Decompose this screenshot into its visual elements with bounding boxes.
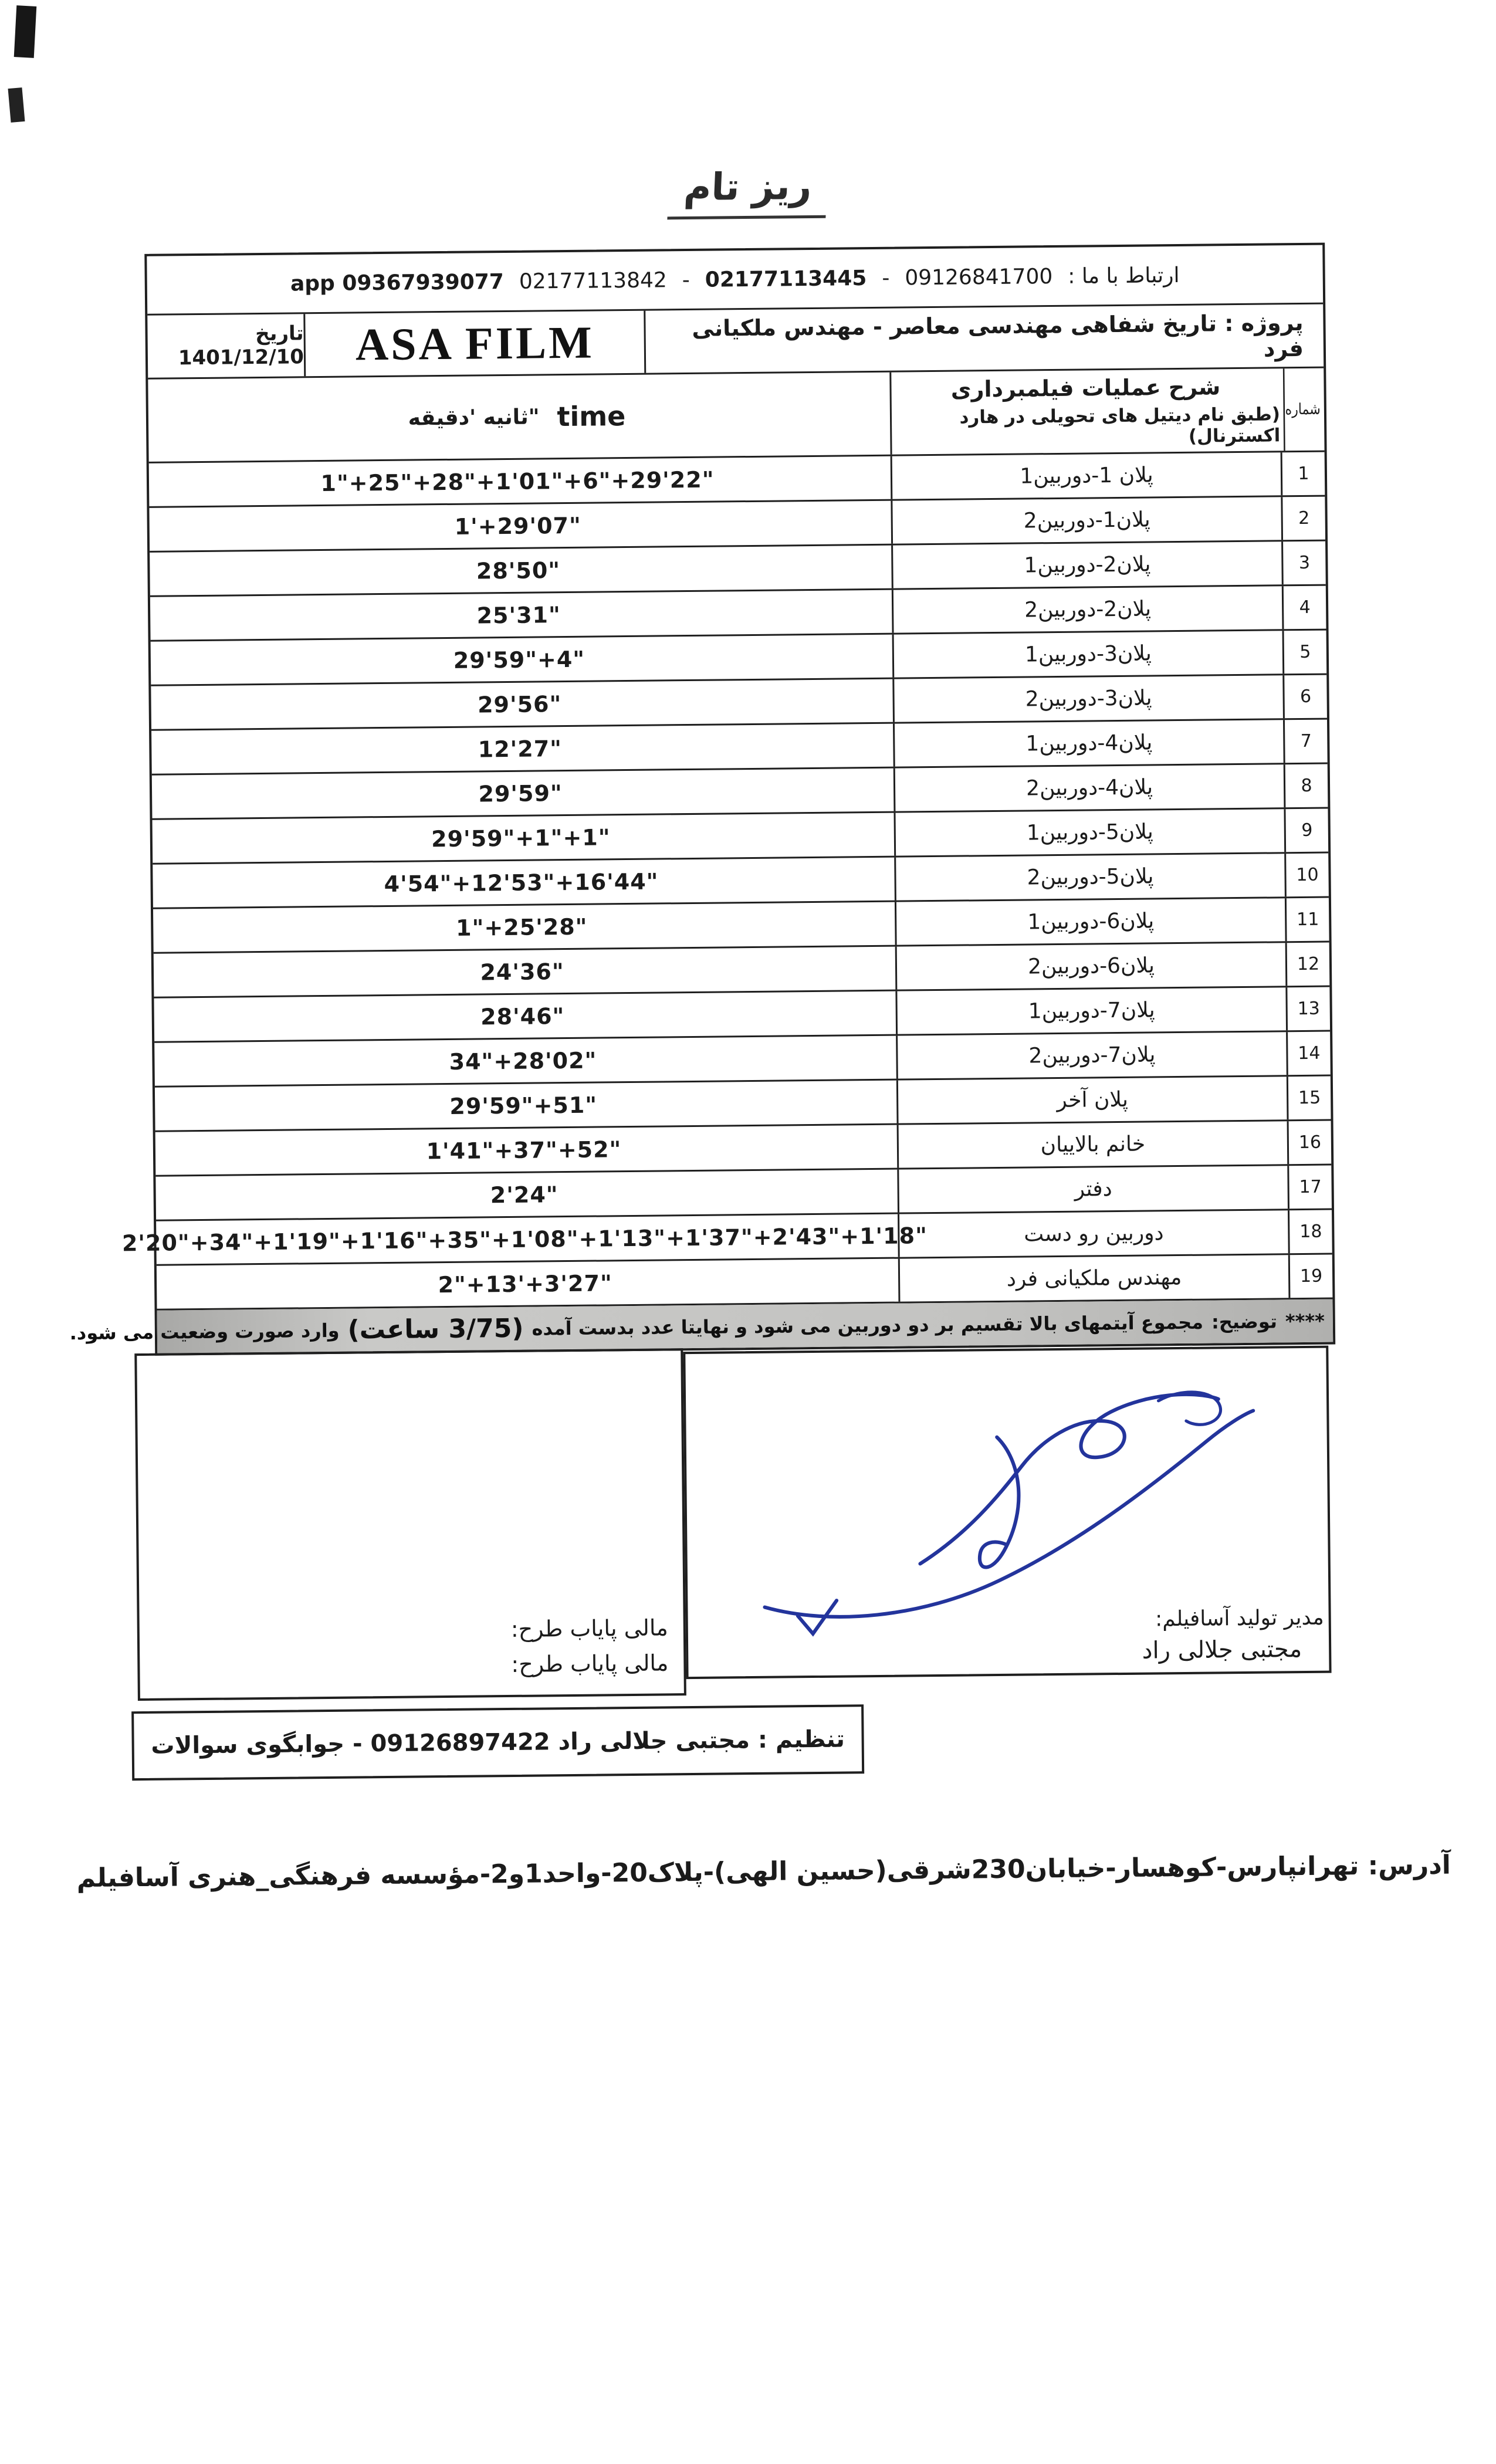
main-table	[69, 243, 1335, 1356]
row-time: 1"+25'28"	[455, 913, 588, 941]
row-number: 13	[1285, 987, 1330, 1031]
producer-name: مجتبی جلالی راد	[1142, 1636, 1302, 1664]
row-description: مهندس ملکیانی فرد	[898, 1255, 1289, 1301]
row-description: پلان6-دوربین2	[895, 943, 1286, 989]
row-number: 7	[1283, 720, 1328, 763]
row-description: پلان1-دوربین2	[891, 497, 1281, 543]
date-field: تاریخ 1401/12/10	[178, 321, 304, 370]
row-time: 29'59"+1"+1"	[431, 824, 611, 852]
row-description: پلان3-دوربین2	[892, 675, 1283, 722]
row-description: پلان2-دوربین2	[892, 586, 1282, 632]
producer-sign-text	[1139, 1606, 1324, 1664]
row-number: 18	[1288, 1210, 1332, 1254]
document-title-wrap	[0, 0, 1496, 226]
row-time: 4'54"+12'53"+16'44"	[384, 868, 659, 897]
row-time: 28'50"	[476, 557, 561, 584]
finance-sign-box	[134, 1348, 686, 1701]
project-row	[147, 304, 1324, 380]
row-time: 34"+28'02"	[449, 1047, 597, 1075]
row-time: 29'59"+4"	[453, 646, 585, 673]
row-number: 15	[1287, 1077, 1331, 1120]
dash-separator: -	[682, 268, 690, 292]
prepared-by-box: تنظیم : مجتبی جلالی راد 09126897422 - جوابگوی سوالات	[131, 1704, 864, 1781]
row-description: پلان4-دوربین1	[893, 720, 1284, 766]
row-time: 1'41"+37"+52"	[426, 1136, 622, 1164]
row-number: 14	[1286, 1032, 1331, 1075]
row-time: 24'36"	[480, 958, 564, 985]
row-number: 9	[1284, 809, 1328, 852]
producer-sign-box	[683, 1346, 1331, 1680]
project-title: پروژه : تاریخ شفاهی مهندسی معاصر - مهندس ملکیانی فرد	[644, 304, 1324, 373]
row-number: 4	[1282, 586, 1326, 629]
row-time: 29'56"	[477, 691, 562, 717]
address-line: آدرس: تهرانپارس-کوهسار-خیابان230شرقی(حسین الهی)-پلاک20-واحد1و2-مؤسسه فرهنگی_هنری آسافیلم	[76, 1850, 1451, 1894]
note-text-before: مجموع آیتمهای بالا تقسیم بر دو دوربین می شود و نهایتا عدد بدست آمده	[532, 1311, 1204, 1340]
row-time: 29'59"	[478, 780, 563, 807]
row-number: 2	[1281, 497, 1325, 540]
row-description: خانم بالاییان	[897, 1121, 1288, 1167]
finance-label-2: مالی پایاب طرح:	[511, 1650, 669, 1677]
column-header-description	[889, 368, 1280, 454]
row-description: پلان5-دوربین2	[894, 854, 1285, 900]
row-description: پلان2-دوربین1	[891, 541, 1282, 588]
finance-label-1: مالی پایاب طرح:	[510, 1615, 668, 1642]
signature-scribble	[721, 1362, 1298, 1643]
row-description: دوربین رو دست	[898, 1210, 1288, 1257]
column-header-description-line1: شرح عملیات فیلمبرداری	[950, 374, 1221, 402]
row-time: 28'46"	[480, 1003, 565, 1030]
document-title: ریز تام	[667, 165, 828, 220]
producer-title: مدیر تولید آسافیلم:	[1155, 1605, 1324, 1632]
row-number: 1	[1281, 452, 1325, 496]
row-time: 25'31"	[476, 601, 561, 628]
row-number: 6	[1282, 675, 1327, 719]
row-description: دفتر	[897, 1166, 1288, 1212]
row-time: 1'+29'07"	[454, 512, 581, 540]
contact-row	[147, 245, 1323, 316]
note-stars: ****	[1285, 1309, 1325, 1332]
row-description: پلان7-دوربین2	[896, 1032, 1287, 1078]
column-header-description-line2: (طبق نام دیتیل های تحویلی در هارد اکسترنال)	[959, 404, 1281, 447]
column-header-number: شماره	[1283, 368, 1321, 451]
row-number: 8	[1284, 764, 1328, 808]
column-header-time-label: time	[557, 400, 626, 433]
note-highlight: (3/75 ساعت)	[347, 1313, 524, 1345]
row-time: 12'27"	[478, 735, 563, 762]
brand-logo: ASA FILM	[303, 311, 644, 377]
row-description: پلان4-دوربین2	[893, 764, 1284, 811]
note-text-after: وارد صورت وضعیت می شود.	[69, 1319, 340, 1344]
contact-phone-3: 02177113842	[519, 268, 667, 294]
row-number: 17	[1287, 1166, 1332, 1209]
column-header-time	[143, 373, 890, 462]
column-header-time-units: "ثانیه 'دقیقه	[408, 404, 540, 431]
row-time: 2'24"	[490, 1181, 559, 1208]
row-number: 19	[1288, 1255, 1333, 1298]
row-time: 2"+13'+3'27"	[438, 1270, 612, 1298]
row-time: 29'59"+51"	[449, 1092, 598, 1119]
row-description: پلان7-دوربین1	[895, 987, 1286, 1034]
note-label: توضیح:	[1211, 1309, 1278, 1333]
row-number: 3	[1281, 541, 1326, 585]
row-number: 5	[1282, 631, 1327, 674]
row-description: پلان3-دوربین1	[892, 631, 1283, 677]
contact-label: ارتباط با ما :	[1068, 263, 1180, 289]
signature-section	[134, 1341, 1496, 1701]
contact-phone-2: 02177113445	[705, 266, 867, 292]
row-description: پلان5-دوربین1	[893, 809, 1284, 855]
row-time: 1"+25"+28"+1'01"+6"+29'22"	[320, 466, 715, 496]
table-header-row	[148, 368, 1324, 463]
row-number: 16	[1287, 1121, 1332, 1165]
row-description: پلان 1-دوربین1	[891, 452, 1281, 499]
row-number: 11	[1285, 898, 1329, 942]
row-number: 10	[1284, 854, 1329, 897]
row-number: 12	[1285, 943, 1330, 986]
contact-app-number: app 09367939077	[290, 269, 505, 296]
row-description: پلان6-دوربین1	[895, 898, 1285, 945]
table-body	[121, 452, 1333, 1311]
row-time: 2'20"+34"+1'19"+1'16"+35"+1'08"+1'13"+1'37"+2'43"+1'18"	[121, 1222, 928, 1256]
dash-separator: -	[882, 266, 890, 290]
row-description: پلان آخر	[896, 1077, 1287, 1123]
contact-phone-1: 09126841700	[905, 264, 1053, 290]
